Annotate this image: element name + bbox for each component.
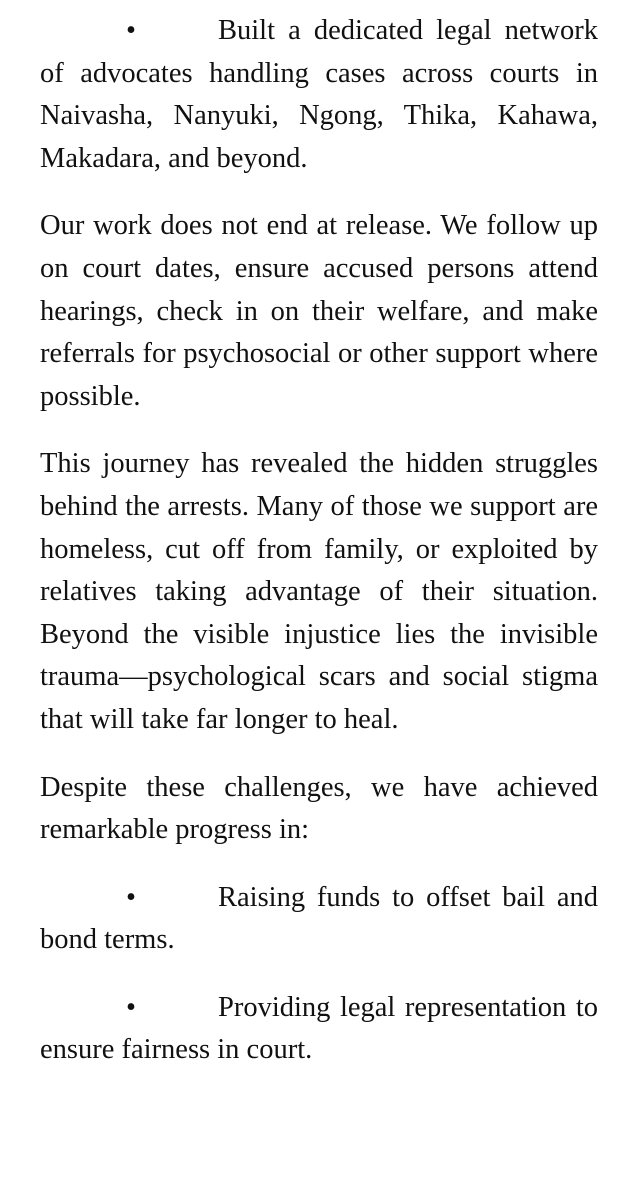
paragraph-hidden-struggles: This journey has revealed the hidden struggles behind the arrests. Many of those we support are homeless, cut off from family, or exploited by relatives taking advantage of their situation. Beyond the visible injustice lies the invisible trauma—psychological scars and social stigma that will take far longer to heal. [40, 448, 598, 735]
bullet-item-legal-network [40, 10, 598, 180]
document-body [40, 10, 598, 1097]
paragraph-follow-up: Our work does not end at release. We follow up on court dates, ensure accused persons attend hearings, check in on their welfare, and make referrals for psychosocial or other support where possible. [40, 210, 598, 412]
bullet-text: Providing legal representation to ensure fairness in court. [40, 991, 598, 1066]
bullet-text: Raising funds to offset bail and bond terms. [40, 881, 598, 956]
bullet-item-raising-funds [40, 877, 598, 962]
bullet-marker: • [126, 991, 136, 1023]
bullet-text: Built a dedicated legal network of advocates handling cases across courts in Naivasha, Nanyuki, Ngong, Thika, Kahawa, Makadara, and beyond. [40, 15, 598, 174]
bullet-marker: • [126, 15, 136, 46]
bullet-item-legal-representation [40, 987, 598, 1072]
bullet-marker: • [126, 881, 136, 913]
paragraph-progress-intro: Despite these challenges, we have achieved remarkable progress in: [40, 771, 598, 846]
